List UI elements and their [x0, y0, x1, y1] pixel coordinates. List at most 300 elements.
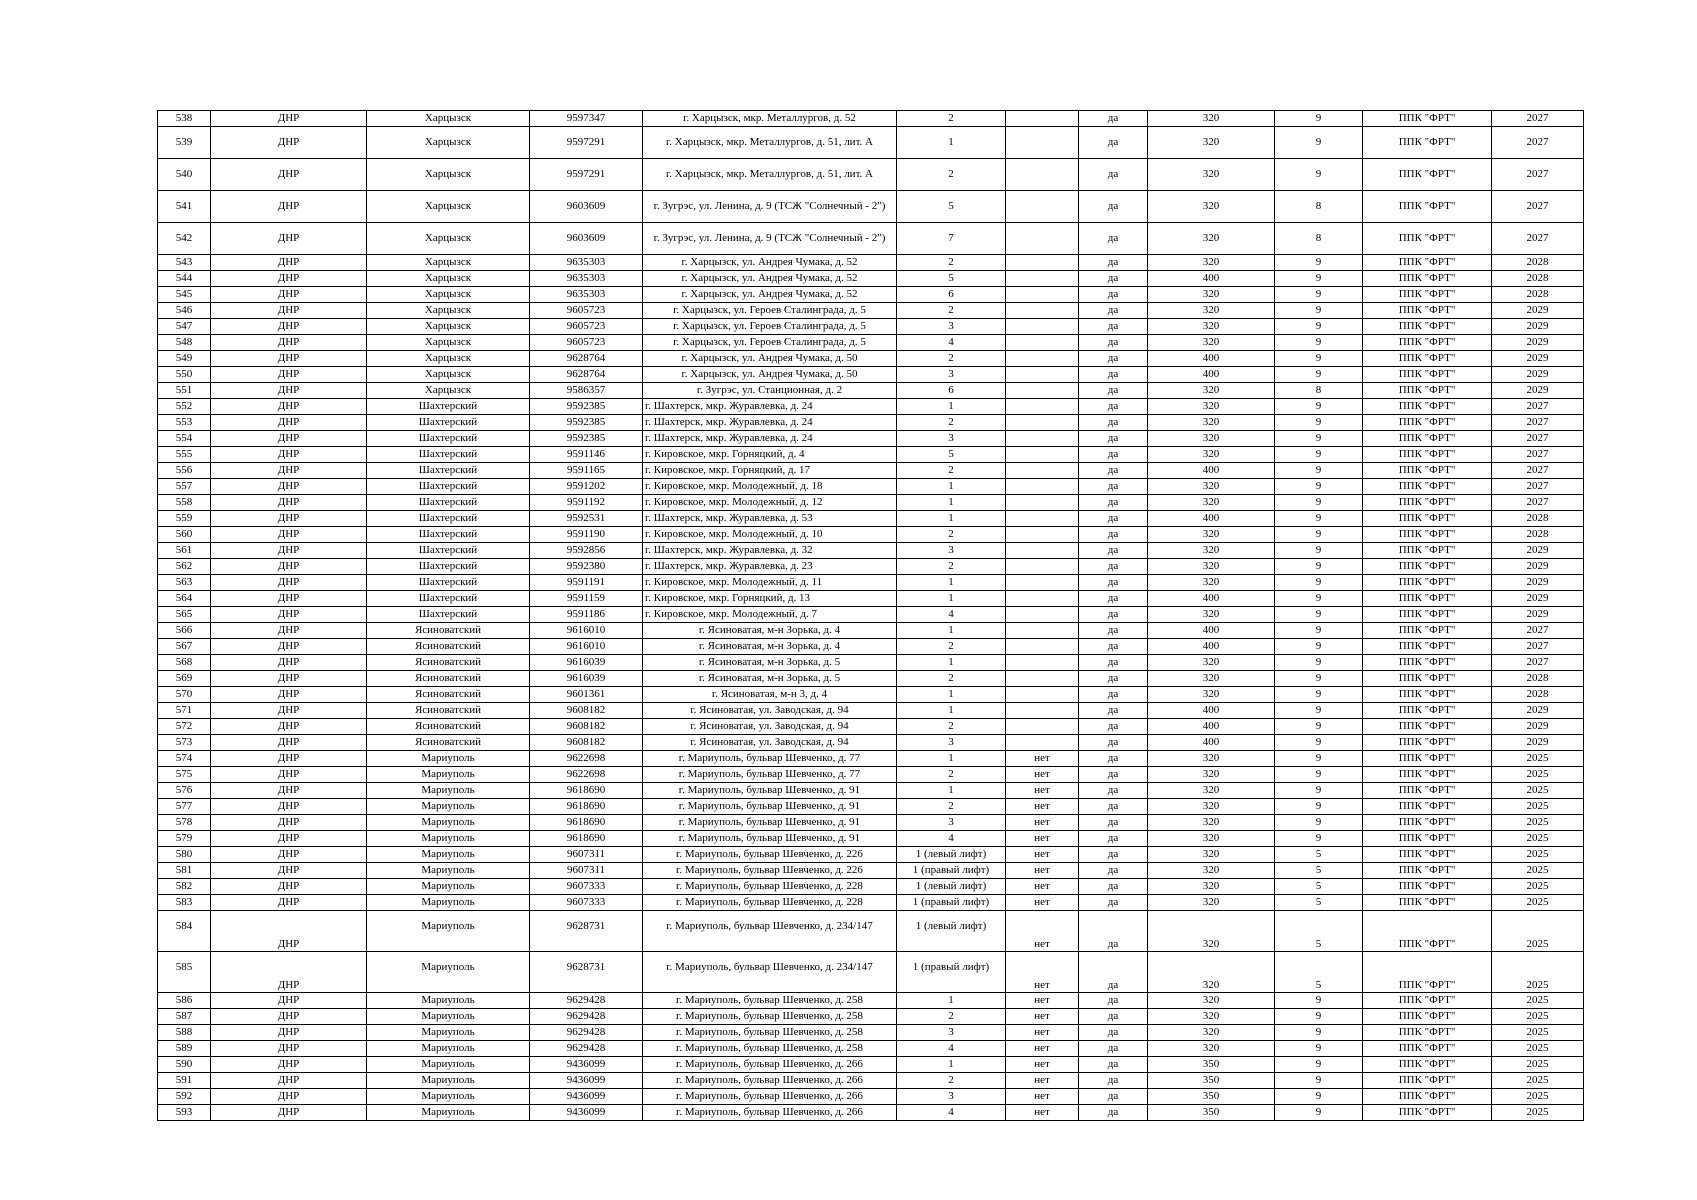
organization-cell: ППК "ФРТ" [1363, 255, 1492, 271]
organization-cell: ППК "ФРТ" [1363, 367, 1492, 383]
address-cell: г. Мариуполь, бульвар Шевченко, д. 77 [643, 767, 897, 783]
status-no-cell: нет [1006, 1025, 1079, 1041]
status-no-cell: нет [1006, 1089, 1079, 1105]
building-code-cell: 9605723 [530, 335, 643, 351]
status-yes-cell: да [1079, 1089, 1148, 1105]
organization-cell: ППК "ФРТ" [1363, 1009, 1492, 1025]
organization-cell: ППК "ФРТ" [1363, 287, 1492, 303]
capacity-cell: 320 [1148, 255, 1275, 271]
floors-cell: 9 [1275, 751, 1363, 767]
building-code-cell: 9601361 [530, 687, 643, 703]
lift-number-cell: 1 [897, 703, 1006, 719]
region-cell: ДНР [211, 319, 367, 335]
table-row [158, 911, 1584, 952]
floors-cell: 9 [1275, 1105, 1363, 1121]
status-no-cell [1006, 703, 1079, 719]
lift-number-cell: 1 [897, 399, 1006, 415]
status-yes-cell: да [1079, 447, 1148, 463]
organization-cell: ППК "ФРТ" [1363, 447, 1492, 463]
city-cell: Шахтерский [367, 495, 530, 511]
status-yes-cell: да [1079, 479, 1148, 495]
floors-cell: 8 [1275, 223, 1363, 255]
floors-cell: 9 [1275, 399, 1363, 415]
region-cell: ДНР [211, 479, 367, 495]
capacity-cell: 320 [1148, 952, 1275, 993]
building-code-cell: 9628731 [530, 952, 643, 993]
table-row [158, 1025, 1584, 1041]
floors-cell: 8 [1275, 191, 1363, 223]
year-cell: 2027 [1492, 447, 1584, 463]
organization-cell: ППК "ФРТ" [1363, 543, 1492, 559]
status-yes-cell: да [1079, 591, 1148, 607]
status-no-cell [1006, 527, 1079, 543]
city-cell: Мариуполь [367, 952, 530, 993]
year-cell: 2025 [1492, 783, 1584, 799]
row-number-cell: 587 [158, 1009, 211, 1025]
region-cell: ДНР [211, 799, 367, 815]
row-number-cell: 557 [158, 479, 211, 495]
building-code-cell: 9592380 [530, 559, 643, 575]
status-no-cell [1006, 319, 1079, 335]
row-number-cell: 569 [158, 671, 211, 687]
city-cell: Мариуполь [367, 911, 530, 952]
floors-cell: 9 [1275, 703, 1363, 719]
lift-number-cell: 7 [897, 223, 1006, 255]
status-yes-cell: да [1079, 127, 1148, 159]
address-cell: г. Зугрэс, ул. Ленина, д. 9 (ТСЖ "Солнечный - 2") [643, 191, 897, 223]
organization-cell: ППК "ФРТ" [1363, 993, 1492, 1009]
lift-number-cell: 1 (правый лифт) [897, 952, 1006, 993]
status-no-cell [1006, 367, 1079, 383]
region-cell: ДНР [211, 271, 367, 287]
city-cell: Мариуполь [367, 815, 530, 831]
status-yes-cell: да [1079, 431, 1148, 447]
organization-cell: ППК "ФРТ" [1363, 511, 1492, 527]
year-cell: 2027 [1492, 623, 1584, 639]
table-row [158, 895, 1584, 911]
status-no-cell [1006, 287, 1079, 303]
table-row [158, 687, 1584, 703]
row-number-cell: 540 [158, 159, 211, 191]
building-code-cell: 9629428 [530, 1025, 643, 1041]
status-yes-cell: да [1079, 703, 1148, 719]
building-code-cell: 9628731 [530, 911, 643, 952]
lift-number-cell: 1 (левый лифт) [897, 911, 1006, 952]
organization-cell: ППК "ФРТ" [1363, 527, 1492, 543]
year-cell: 2029 [1492, 543, 1584, 559]
lift-number-cell: 1 [897, 751, 1006, 767]
organization-cell: ППК "ФРТ" [1363, 431, 1492, 447]
status-yes-cell: да [1079, 655, 1148, 671]
address-cell: г. Мариуполь, бульвар Шевченко, д. 91 [643, 831, 897, 847]
status-yes-cell: да [1079, 415, 1148, 431]
building-code-cell: 9603609 [530, 223, 643, 255]
status-yes-cell: да [1079, 1025, 1148, 1041]
building-code-cell: 9591146 [530, 447, 643, 463]
capacity-cell: 320 [1148, 319, 1275, 335]
building-code-cell: 9592385 [530, 415, 643, 431]
city-cell: Ясиноватский [367, 719, 530, 735]
city-cell: Шахтерский [367, 511, 530, 527]
building-code-cell: 9608182 [530, 719, 643, 735]
city-cell: Мариуполь [367, 767, 530, 783]
address-cell: г. Мариуполь, бульвар Шевченко, д. 266 [643, 1089, 897, 1105]
capacity-cell: 320 [1148, 847, 1275, 863]
status-yes-cell: да [1079, 863, 1148, 879]
table-row [158, 271, 1584, 287]
address-cell: г. Мариуполь, бульвар Шевченко, д. 91 [643, 815, 897, 831]
region-cell: ДНР [211, 607, 367, 623]
status-no-cell: нет [1006, 1009, 1079, 1025]
status-no-cell [1006, 735, 1079, 751]
floors-cell: 9 [1275, 351, 1363, 367]
floors-cell: 9 [1275, 335, 1363, 351]
row-number-cell: 580 [158, 847, 211, 863]
region-cell: ДНР [211, 831, 367, 847]
organization-cell: ППК "ФРТ" [1363, 223, 1492, 255]
status-no-cell: нет [1006, 1105, 1079, 1121]
year-cell: 2027 [1492, 191, 1584, 223]
organization-cell: ППК "ФРТ" [1363, 687, 1492, 703]
status-yes-cell: да [1079, 719, 1148, 735]
city-cell: Харцызск [367, 223, 530, 255]
floors-cell: 9 [1275, 1073, 1363, 1089]
floors-cell: 9 [1275, 767, 1363, 783]
organization-cell: ППК "ФРТ" [1363, 559, 1492, 575]
region-cell: ДНР [211, 735, 367, 751]
lift-number-cell: 4 [897, 831, 1006, 847]
year-cell: 2027 [1492, 399, 1584, 415]
address-cell: г. Харцызск, ул. Героев Сталинграда, д. 5 [643, 335, 897, 351]
status-no-cell [1006, 223, 1079, 255]
table-row [158, 799, 1584, 815]
status-no-cell: нет [1006, 767, 1079, 783]
year-cell: 2028 [1492, 687, 1584, 703]
address-cell: г. Шахтерск, мкр. Журавлевка, д. 24 [643, 431, 897, 447]
row-number-cell: 593 [158, 1105, 211, 1121]
lift-number-cell: 2 [897, 463, 1006, 479]
building-code-cell: 9605723 [530, 303, 643, 319]
city-cell: Мариуполь [367, 1089, 530, 1105]
lift-number-cell: 5 [897, 447, 1006, 463]
building-code-cell: 9607333 [530, 895, 643, 911]
row-number-cell: 551 [158, 383, 211, 399]
floors-cell: 9 [1275, 671, 1363, 687]
city-cell: Мариуполь [367, 895, 530, 911]
city-cell: Мариуполь [367, 1057, 530, 1073]
year-cell: 2025 [1492, 815, 1584, 831]
capacity-cell: 350 [1148, 1089, 1275, 1105]
year-cell: 2029 [1492, 591, 1584, 607]
row-number-cell: 577 [158, 799, 211, 815]
city-cell: Ясиноватский [367, 623, 530, 639]
row-number-cell: 541 [158, 191, 211, 223]
year-cell: 2027 [1492, 127, 1584, 159]
row-number-cell: 548 [158, 335, 211, 351]
year-cell: 2025 [1492, 751, 1584, 767]
row-number-cell: 549 [158, 351, 211, 367]
status-yes-cell: да [1079, 303, 1148, 319]
status-no-cell [1006, 383, 1079, 399]
address-cell: г. Кировское, мкр. Молодежный, д. 18 [643, 479, 897, 495]
capacity-cell: 320 [1148, 879, 1275, 895]
lift-number-cell: 1 [897, 591, 1006, 607]
city-cell: Ясиноватский [367, 671, 530, 687]
region-cell: ДНР [211, 447, 367, 463]
table-row [158, 831, 1584, 847]
city-cell: Харцызск [367, 287, 530, 303]
address-cell: г. Мариуполь, бульвар Шевченко, д. 234/147 [643, 952, 897, 993]
capacity-cell: 320 [1148, 607, 1275, 623]
year-cell: 2027 [1492, 159, 1584, 191]
table-row [158, 223, 1584, 255]
status-yes-cell: да [1079, 952, 1148, 993]
row-number-cell: 556 [158, 463, 211, 479]
row-number-cell: 572 [158, 719, 211, 735]
address-cell: г. Шахтерск, мкр. Журавлевка, д. 23 [643, 559, 897, 575]
organization-cell: ППК "ФРТ" [1363, 383, 1492, 399]
lift-number-cell: 2 [897, 159, 1006, 191]
status-yes-cell: да [1079, 831, 1148, 847]
organization-cell: ППК "ФРТ" [1363, 719, 1492, 735]
table-row [158, 655, 1584, 671]
organization-cell: ППК "ФРТ" [1363, 415, 1492, 431]
floors-cell: 9 [1275, 799, 1363, 815]
capacity-cell: 320 [1148, 783, 1275, 799]
organization-cell: ППК "ФРТ" [1363, 831, 1492, 847]
status-yes-cell: да [1079, 559, 1148, 575]
lift-number-cell: 2 [897, 559, 1006, 575]
organization-cell: ППК "ФРТ" [1363, 751, 1492, 767]
status-no-cell [1006, 447, 1079, 463]
region-cell: ДНР [211, 431, 367, 447]
region-cell: ДНР [211, 159, 367, 191]
capacity-cell: 400 [1148, 351, 1275, 367]
region-cell: ДНР [211, 1041, 367, 1057]
building-code-cell: 9622698 [530, 751, 643, 767]
row-number-cell: 571 [158, 703, 211, 719]
row-number-cell: 568 [158, 655, 211, 671]
row-number-cell: 589 [158, 1041, 211, 1057]
capacity-cell: 320 [1148, 1025, 1275, 1041]
status-no-cell: нет [1006, 751, 1079, 767]
lift-number-cell: 6 [897, 287, 1006, 303]
status-yes-cell: да [1079, 1041, 1148, 1057]
table-row [158, 1057, 1584, 1073]
region-cell: ДНР [211, 895, 367, 911]
city-cell: Харцызск [367, 159, 530, 191]
floors-cell: 9 [1275, 159, 1363, 191]
status-yes-cell: да [1079, 399, 1148, 415]
row-number-cell: 550 [158, 367, 211, 383]
region-cell: ДНР [211, 783, 367, 799]
table-row [158, 159, 1584, 191]
lift-number-cell: 2 [897, 719, 1006, 735]
lift-number-cell: 2 [897, 303, 1006, 319]
address-cell: г. Мариуполь, бульвар Шевченко, д. 91 [643, 783, 897, 799]
table-row [158, 783, 1584, 799]
capacity-cell: 400 [1148, 719, 1275, 735]
status-yes-cell: да [1079, 335, 1148, 351]
lift-number-cell: 4 [897, 1105, 1006, 1121]
floors-cell: 9 [1275, 527, 1363, 543]
table-row [158, 511, 1584, 527]
status-no-cell [1006, 303, 1079, 319]
organization-cell: ППК "ФРТ" [1363, 575, 1492, 591]
status-yes-cell: да [1079, 623, 1148, 639]
region-cell: ДНР [211, 511, 367, 527]
floors-cell: 9 [1275, 543, 1363, 559]
status-no-cell [1006, 687, 1079, 703]
status-no-cell: нет [1006, 831, 1079, 847]
status-yes-cell: да [1079, 783, 1148, 799]
lift-number-cell: 4 [897, 1041, 1006, 1057]
year-cell: 2025 [1492, 831, 1584, 847]
lift-number-cell: 4 [897, 335, 1006, 351]
city-cell: Харцызск [367, 255, 530, 271]
region-cell: ДНР [211, 415, 367, 431]
year-cell: 2025 [1492, 1009, 1584, 1025]
row-number-cell: 583 [158, 895, 211, 911]
floors-cell: 9 [1275, 463, 1363, 479]
status-no-cell [1006, 271, 1079, 287]
building-code-cell: 9597291 [530, 127, 643, 159]
table-row [158, 993, 1584, 1009]
lift-number-cell: 1 [897, 511, 1006, 527]
row-number-cell: 552 [158, 399, 211, 415]
region-cell: ДНР [211, 639, 367, 655]
table-row [158, 559, 1584, 575]
building-code-cell: 9592531 [530, 511, 643, 527]
region-cell: ДНР [211, 623, 367, 639]
year-cell: 2027 [1492, 415, 1584, 431]
status-no-cell [1006, 159, 1079, 191]
capacity-cell: 320 [1148, 447, 1275, 463]
capacity-cell: 400 [1148, 639, 1275, 655]
organization-cell: ППК "ФРТ" [1363, 1041, 1492, 1057]
year-cell: 2025 [1492, 863, 1584, 879]
building-code-cell: 9635303 [530, 287, 643, 303]
capacity-cell: 400 [1148, 271, 1275, 287]
year-cell: 2029 [1492, 303, 1584, 319]
row-number-cell: 578 [158, 815, 211, 831]
table-row [158, 767, 1584, 783]
lift-number-cell: 3 [897, 815, 1006, 831]
floors-cell: 9 [1275, 127, 1363, 159]
region-cell: ДНР [211, 127, 367, 159]
city-cell: Мариуполь [367, 847, 530, 863]
building-code-cell: 9591186 [530, 607, 643, 623]
floors-cell: 9 [1275, 623, 1363, 639]
region-cell: ДНР [211, 703, 367, 719]
year-cell: 2027 [1492, 463, 1584, 479]
year-cell: 2027 [1492, 639, 1584, 655]
status-yes-cell: да [1079, 735, 1148, 751]
address-cell: г. Ясиноватая, м-н Зорька, д. 4 [643, 623, 897, 639]
address-cell: г. Харцызск, ул. Героев Сталинграда, д. 5 [643, 319, 897, 335]
capacity-cell: 320 [1148, 1041, 1275, 1057]
region-cell: ДНР [211, 719, 367, 735]
table-row [158, 319, 1584, 335]
city-cell: Харцызск [367, 127, 530, 159]
floors-cell: 9 [1275, 1041, 1363, 1057]
status-no-cell [1006, 479, 1079, 495]
building-code-cell: 9607311 [530, 863, 643, 879]
region-cell: ДНР [211, 351, 367, 367]
status-yes-cell: да [1079, 1057, 1148, 1073]
city-cell: Мариуполь [367, 783, 530, 799]
status-no-cell [1006, 575, 1079, 591]
organization-cell: ППК "ФРТ" [1363, 911, 1492, 952]
row-number-cell: 570 [158, 687, 211, 703]
building-code-cell: 9591159 [530, 591, 643, 607]
capacity-cell: 320 [1148, 559, 1275, 575]
lift-number-cell: 1 (правый лифт) [897, 895, 1006, 911]
city-cell: Ясиноватский [367, 639, 530, 655]
lift-number-cell: 3 [897, 431, 1006, 447]
table-row [158, 127, 1584, 159]
address-cell: г. Харцызск, ул. Андрея Чумака, д. 52 [643, 287, 897, 303]
building-code-cell: 9616010 [530, 639, 643, 655]
status-no-cell [1006, 111, 1079, 127]
lift-number-cell: 1 [897, 655, 1006, 671]
table-row [158, 527, 1584, 543]
city-cell: Ясиноватский [367, 687, 530, 703]
year-cell: 2025 [1492, 799, 1584, 815]
row-number-cell: 590 [158, 1057, 211, 1073]
city-cell: Мариуполь [367, 799, 530, 815]
organization-cell: ППК "ФРТ" [1363, 159, 1492, 191]
organization-cell: ППК "ФРТ" [1363, 815, 1492, 831]
capacity-cell: 320 [1148, 671, 1275, 687]
building-code-cell: 9597291 [530, 159, 643, 191]
capacity-cell: 320 [1148, 543, 1275, 559]
table-row [158, 303, 1584, 319]
status-no-cell: нет [1006, 1073, 1079, 1089]
status-yes-cell: да [1079, 159, 1148, 191]
city-cell: Харцызск [367, 383, 530, 399]
lift-number-cell: 1 [897, 783, 1006, 799]
status-no-cell [1006, 655, 1079, 671]
organization-cell: ППК "ФРТ" [1363, 879, 1492, 895]
year-cell: 2027 [1492, 479, 1584, 495]
year-cell: 2025 [1492, 1105, 1584, 1121]
city-cell: Харцызск [367, 271, 530, 287]
year-cell: 2025 [1492, 952, 1584, 993]
row-number-cell: 542 [158, 223, 211, 255]
row-number-cell: 547 [158, 319, 211, 335]
floors-cell: 5 [1275, 911, 1363, 952]
lift-number-cell: 2 [897, 671, 1006, 687]
address-cell: г. Харцызск, мкр. Металлургов, д. 51, лит. А [643, 127, 897, 159]
status-yes-cell: да [1079, 879, 1148, 895]
status-yes-cell: да [1079, 1105, 1148, 1121]
status-yes-cell: да [1079, 495, 1148, 511]
year-cell: 2029 [1492, 367, 1584, 383]
organization-cell: ППК "ФРТ" [1363, 735, 1492, 751]
year-cell: 2025 [1492, 847, 1584, 863]
table-row [158, 255, 1584, 271]
year-cell: 2029 [1492, 703, 1584, 719]
row-number-cell: 554 [158, 431, 211, 447]
region-cell: ДНР [211, 751, 367, 767]
region-cell: ДНР [211, 671, 367, 687]
status-yes-cell: да [1079, 639, 1148, 655]
capacity-cell: 350 [1148, 1073, 1275, 1089]
row-number-cell: 564 [158, 591, 211, 607]
address-cell: г. Кировское, мкр. Молодежный, д. 12 [643, 495, 897, 511]
status-no-cell [1006, 431, 1079, 447]
